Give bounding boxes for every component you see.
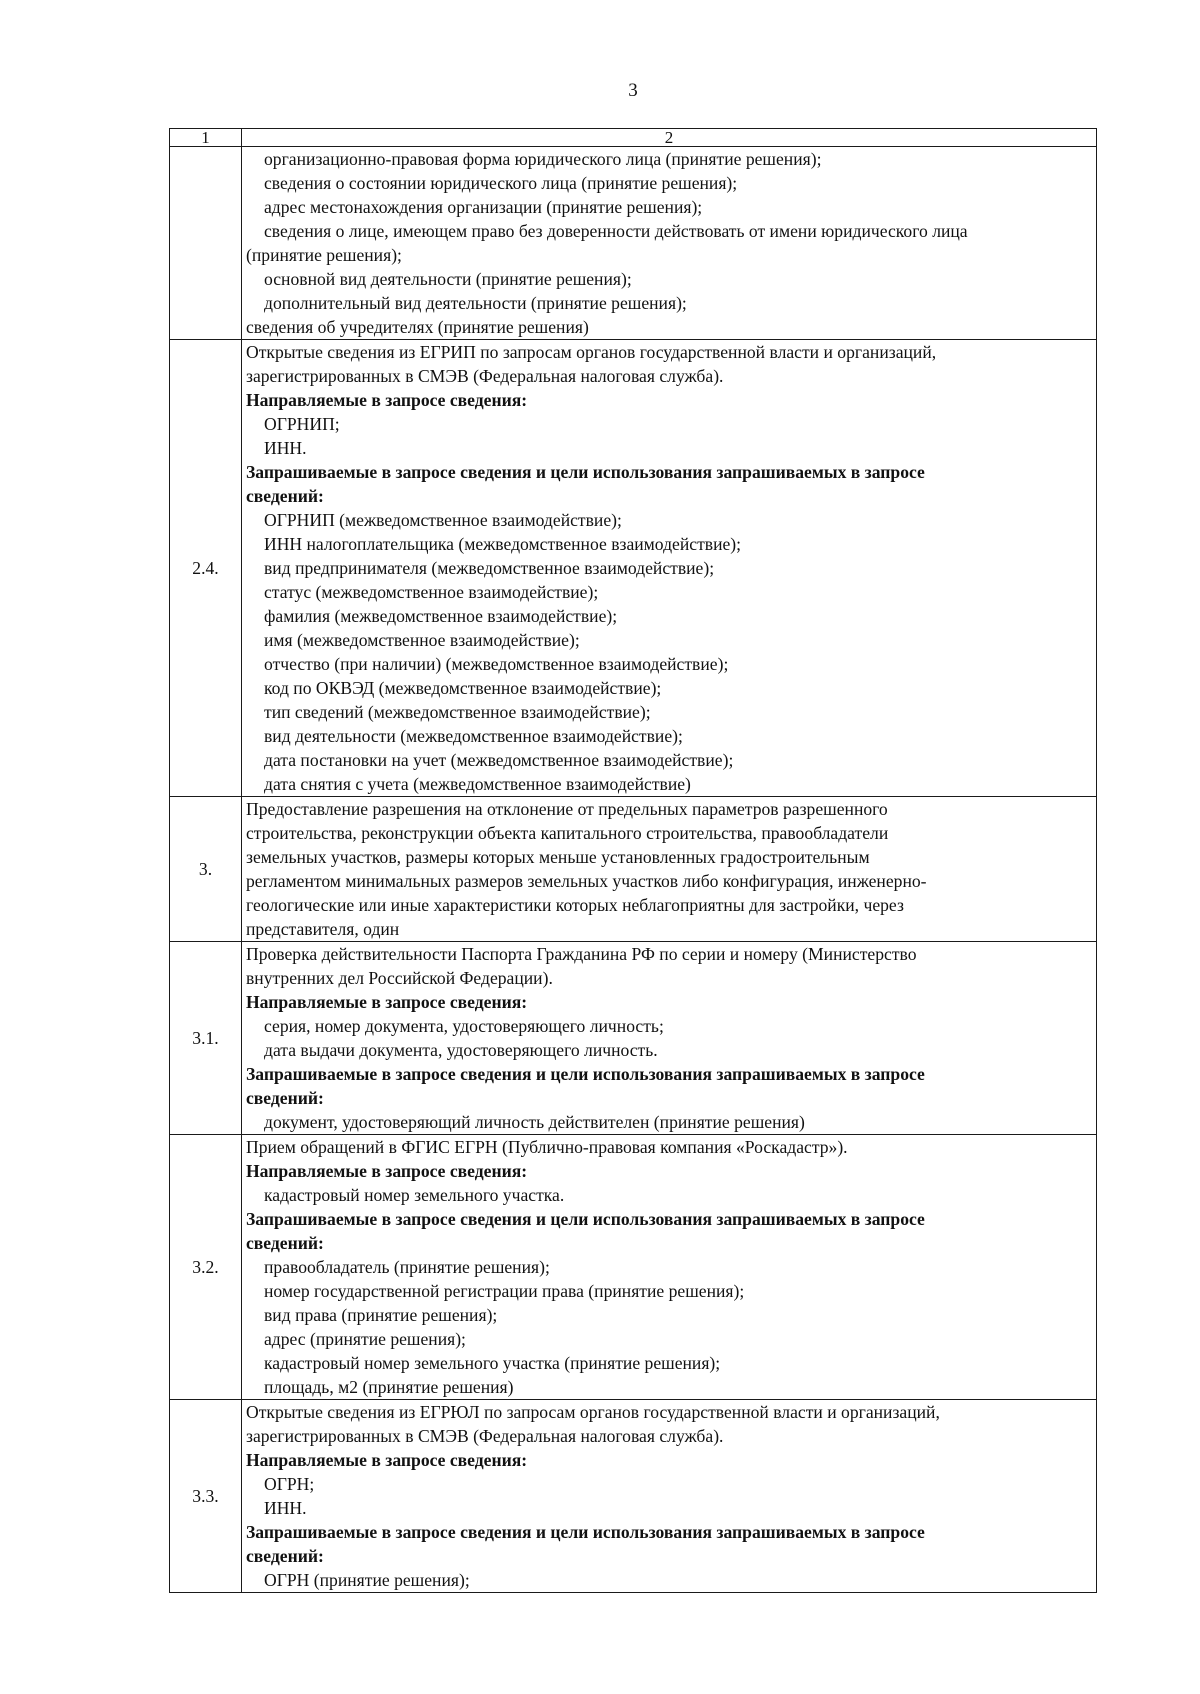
table-header [170,129,1097,147]
table-row [170,797,1097,942]
header-col-2: 2 [242,129,1097,147]
text-line: дата постановки на учет (межведомственное взаимодействие); [264,750,734,770]
row-content [242,340,1097,797]
text-line: (принятие решения); [246,245,402,265]
text-line: ИНН. [264,438,307,458]
section-heading: Запрашиваемые в запросе сведения и цели использования запрашиваемых в запросе [246,462,925,482]
text-line: основной вид деятельности (принятие решения); [264,269,632,289]
table-row [170,1400,1097,1593]
row-content [242,1135,1097,1400]
text-line: кадастровый номер земельного участка (принятие решения); [264,1353,721,1373]
text-line: сведения о состоянии юридического лица (принятие решения); [264,173,738,193]
text-line: тип сведений (межведомственное взаимодействие); [264,702,651,722]
page-number: 3 [628,80,638,101]
header-col-1: 1 [170,129,242,147]
text-line: внутренних дел Российской Федерации). [246,968,553,988]
text-line: площадь, м2 (принятие решения) [264,1377,514,1397]
section-heading: сведений: [246,1546,324,1566]
table-row [170,1135,1097,1400]
text-line: ИНН налогоплательщика (межведомственное взаимодействие); [264,534,742,554]
section-heading: сведений: [246,486,324,506]
text-line: геологические или иные характеристики которых неблагоприятны для застройки, через [246,895,904,915]
text-line: адрес местонахождения организации (принятие решения); [264,197,703,217]
text-line: дополнительный вид деятельности (принятие решения); [264,293,687,313]
section-heading: Направляемые в запросе сведения: [246,390,528,410]
row-content [242,942,1097,1135]
row-number: 3. [170,797,242,942]
text-line: ИНН. [264,1498,307,1518]
services-table [169,128,1097,1593]
text-line: правообладатель (принятие решения); [264,1257,550,1277]
text-line: ОГРН; [264,1474,315,1494]
text-line: земельных участков, размеры которых меньше установленных градостроительным [246,847,870,867]
text-line: отчество (при наличии) (межведомственное взаимодействие); [264,654,729,674]
table-body [170,147,1097,1593]
text-line: вид права (принятие решения); [264,1305,498,1325]
text-line: Прием обращений в ФГИС ЕГРН (Публично-правовая компания «Роскадастр»). [246,1137,848,1157]
text-line: фамилия (межведомственное взаимодействие); [264,606,618,626]
text-line: Открытые сведения из ЕГРЮЛ по запросам органов государственной власти и организаций, [246,1402,940,1422]
text-line: кадастровый номер земельного участка. [264,1185,565,1205]
text-line: регламентом минимальных размеров земельных участков либо конфигурация, инженерно- [246,871,927,891]
header-row [170,129,1097,147]
text-line: зарегистрированных в СМЭВ (Федеральная налоговая служба). [246,1426,724,1446]
text-line: зарегистрированных в СМЭВ (Федеральная налоговая служба). [246,366,724,386]
table-row [170,340,1097,797]
row-content [242,147,1097,340]
text-line: сведения об учредителях (принятие решения) [246,317,589,337]
row-number: 3.2. [170,1135,242,1400]
section-heading: Запрашиваемые в запросе сведения и цели использования запрашиваемых в запросе [246,1209,925,1229]
text-line: строительства, реконструкции объекта капитального строительства, правообладатели [246,823,889,843]
text-line: дата снятия с учета (межведомственное взаимодействие) [264,774,691,794]
section-heading: Направляемые в запросе сведения: [246,1161,528,1181]
text-line: Проверка действительности Паспорта Гражданина РФ по серии и номеру (Министерство [246,944,917,964]
text-line: адрес (принятие решения); [264,1329,466,1349]
section-heading: Направляемые в запросе сведения: [246,1450,528,1470]
row-number: 3.1. [170,942,242,1135]
text-line: ОГРН (принятие решения); [264,1570,470,1590]
text-line: ОГРНИП (межведомственное взаимодействие); [264,510,622,530]
text-line: Предоставление разрешения на отклонение от предельных параметров разрешенного [246,799,888,819]
text-line: организационно-правовая форма юридического лица (принятие решения); [264,149,822,169]
section-heading: сведений: [246,1088,324,1108]
text-line: вид предпринимателя (межведомственное взаимодействие); [264,558,715,578]
row-content [242,797,1097,942]
text-line: вид деятельности (межведомственное взаимодействие); [264,726,683,746]
table-row [170,147,1097,340]
text-line: имя (межведомственное взаимодействие); [264,630,580,650]
section-heading: сведений: [246,1233,324,1253]
text-line: представителя, один [246,919,400,939]
text-line: серия, номер документа, удостоверяющего личность; [264,1016,664,1036]
text-line: документ, удостоверяющий личность действителен (принятие решения) [264,1112,805,1132]
row-content [242,1400,1097,1593]
text-line: статус (межведомственное взаимодействие); [264,582,599,602]
table-row [170,942,1097,1135]
text-line: ОГРНИП; [264,414,340,434]
row-number [170,147,242,340]
text-line: сведения о лице, имеющем право без доверенности действовать от имени юридического лица [264,221,968,241]
row-number: 3.3. [170,1400,242,1593]
text-line: код по ОКВЭД (межведомственное взаимодействие); [264,678,662,698]
text-line: Открытые сведения из ЕГРИП по запросам органов государственной власти и организаций, [246,342,937,362]
row-number: 2.4. [170,340,242,797]
section-heading: Запрашиваемые в запросе сведения и цели использования запрашиваемых в запросе [246,1064,925,1084]
section-heading: Запрашиваемые в запросе сведения и цели использования запрашиваемых в запросе [246,1522,925,1542]
text-line: дата выдачи документа, удостоверяющего личность. [264,1040,658,1060]
text-line: номер государственной регистрации права (принятие решения); [264,1281,745,1301]
section-heading: Направляемые в запросе сведения: [246,992,528,1012]
